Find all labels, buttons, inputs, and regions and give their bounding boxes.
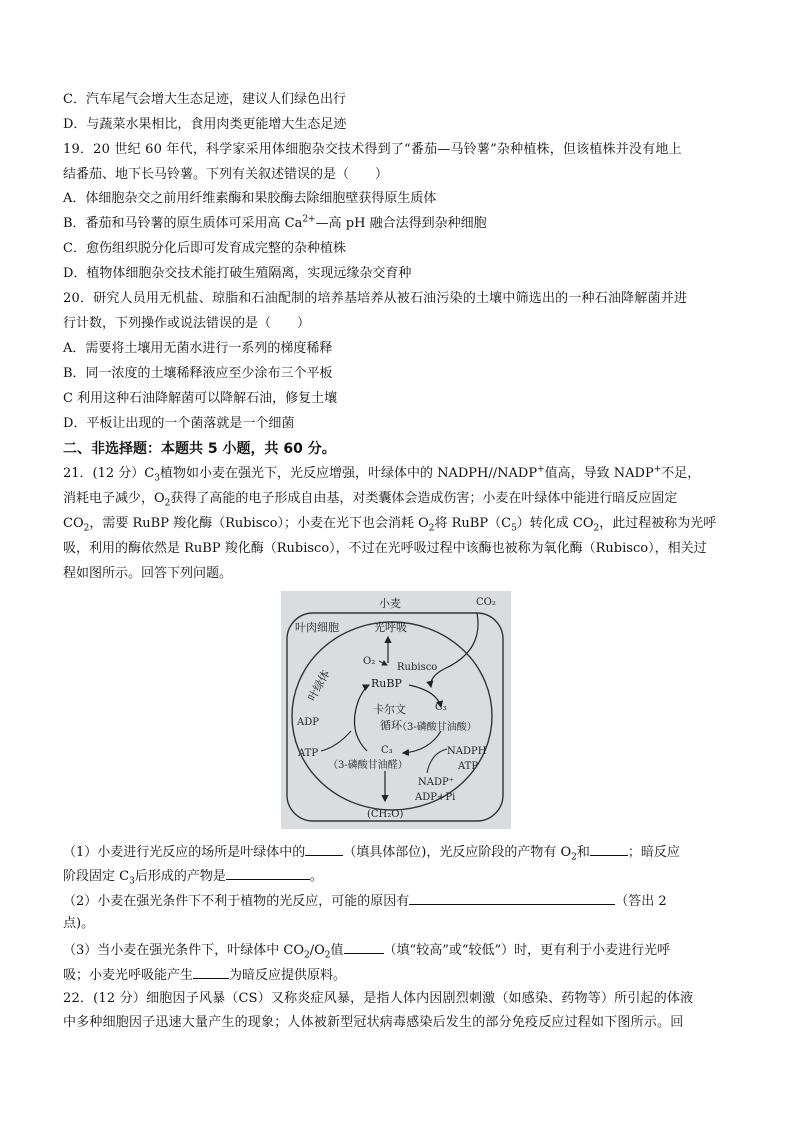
answer-blank-4[interactable] — [409, 891, 615, 905]
q21-line1: 21．(12 分）$C_3$植物如小麦在强光下，光反应增强，叶绿体中的 NADPH//NADP+值高，导致 NADP+不足， — [63, 464, 701, 484]
q19-stem-line2: 结番茄、地下长马铃薯。下列有关叙述错误的是（ ） — [63, 167, 389, 182]
q22-line2: 中多种细胞因子迅速大量产生的现象；人体被新型冠状病毒感染后发生的部分免疫反应过程如下图所示。回 — [63, 1015, 684, 1030]
label-adp-pi: ADP+Pi — [415, 792, 456, 803]
answer-blank-3[interactable] — [226, 866, 310, 880]
label-rubisco: Rubisco — [397, 662, 438, 673]
q21-sub2-line2: 点)。 — [63, 916, 95, 931]
label-rubp: RuBP — [371, 677, 402, 690]
label-c3-top: C₃ — [435, 702, 447, 713]
photorespiration-diagram — [281, 591, 511, 829]
q20-stem-line1: 20．研究人员用无机盐、琼脂和石油配制的培养基培养从被石油污染的土壤中筛选出的一种石油降解菌并进 — [63, 291, 688, 306]
q21-line5: 程如图所示。回答下列问题。 — [63, 566, 233, 581]
answer-blank-1[interactable] — [305, 842, 343, 856]
answer-blank-5[interactable] — [344, 940, 384, 954]
label-calvin: 卡尔文 — [373, 703, 406, 716]
label-c3-bottom: C₃ — [381, 745, 393, 756]
label-o2: O₂ — [363, 656, 376, 667]
label-chloroplast: 叶绿体 — [305, 667, 333, 704]
label-wheat: 小麦 — [379, 597, 401, 610]
q21-sub1-line2: 阶段固定 $C_3$后形成的产物是 。 — [63, 866, 323, 886]
label-pga: （3-磷酸甘油酸） — [397, 722, 477, 733]
label-co2: CO₂ — [476, 597, 496, 608]
label-mesophyll: 叶肉细胞 — [295, 621, 339, 634]
q20-option-a: A．需要将土壤用无菌水进行一系列的梯度稀释 — [63, 341, 333, 356]
q21-line4: 吸，利用的酶依然是 RuBP 羧化酶（Rubisco），不过在光呼吸过程中该酶也被称为氧化酶（Rubisco），相关过 — [63, 541, 707, 556]
label-nadph: NADPH — [447, 746, 487, 757]
q21-line2: 消耗电子减少，$O_2$获得了高能的电子形成自由基，对类囊体会造成伤害；小麦在叶绿体中能进行暗反应固定 — [63, 491, 678, 509]
q21-sub2-line1: （2）小麦在强光条件下不利于植物的光反应，可能的原因有 （答出 2 — [63, 891, 667, 911]
q20-option-d: D．平板让出现的一个菌落就是一个细菌 — [63, 416, 295, 431]
q20-stem-line2: 行计数，下列操作或说法错误的是（ ） — [63, 316, 311, 331]
q18-option-d: D．与蔬菜水果相比，食用肉类更能增大生态足迹 — [63, 117, 347, 132]
q19-option-d: D．植物体细胞杂交技术能打破生殖隔离，实现远缘杂交育种 — [63, 266, 412, 281]
q18-option-c: C．汽车尾气会增大生态足迹，建议人们绿色出行 — [63, 92, 346, 107]
q21-line3: $CO_2$，需要 RuBP 羧化酶（Rubisco）；小麦在光下也会消耗 $O_2$将 $RuBP(C_5)$转化成 $CO_2$，此过程被称为光呼 — [63, 516, 717, 534]
q19-stem-line1: 19．20 世纪 60 年代，科学家采用体细胞杂交技术得到了“番茄—马铃薯”杂种植株，但该植株并没有地上 — [63, 142, 682, 157]
q19-option-b: B．番茄和马铃薯的原生质体可采用高 $Ca^{2+}—$高 pH 融合法得到杂种细胞 — [63, 214, 487, 231]
q19-option-a: A．体细胞杂交之前用纤维素酶和果胶酶去除细胞壁获得原生质体 — [63, 191, 437, 206]
label-adp-left: ADP — [297, 717, 319, 728]
label-nadp: NADP⁺ — [418, 777, 454, 788]
label-ch2o: (CH₂O) — [367, 809, 404, 820]
q19-option-c: C．愈伤组织脱分化后即可发育成完整的杂种植株 — [63, 241, 346, 256]
q20-option-b: B．同一浓度的土壤稀释液应至少涂布三个平板 — [63, 366, 333, 381]
label-cycle: 循环 — [380, 719, 402, 732]
section-heading: 二、非选择题：本题共 5 小题，共 60 分。 — [63, 441, 336, 457]
q21-sub3-line1: （3）当小麦在强光条件下，叶绿体中 $CO_2/O_2$值 （填“较高”或“较低”）时，更有利于小麦进行光呼 — [63, 940, 670, 960]
answer-blank-6[interactable] — [193, 965, 229, 979]
label-g3p: （3-磷酸甘油醛） — [328, 760, 408, 771]
q20-option-c: C 利用这种石油降解菌可以降解石油，修复土壤 — [63, 391, 338, 406]
q22-line1: 22．(12 分）细胞因子风暴（CS）又称炎症风暴，是指人体内因剧烈刺激（如感染、药物等）所引起的体液 — [63, 991, 694, 1006]
answer-blank-2[interactable] — [590, 842, 628, 856]
label-atp-right: ATP — [458, 761, 479, 772]
label-atp-left: ATP — [298, 748, 319, 759]
label-photorespiration: 光呼吸 — [374, 621, 407, 634]
q21-sub1-line1: （1）小麦进行光反应的场所是叶绿体中的 （填具体部位)，光反应阶段的产物有 $O_2$和 ；暗反应 — [63, 842, 680, 862]
q21-sub3-line2: 吸；小麦光呼吸能产生 为暗反应提供原料。 — [63, 965, 346, 985]
